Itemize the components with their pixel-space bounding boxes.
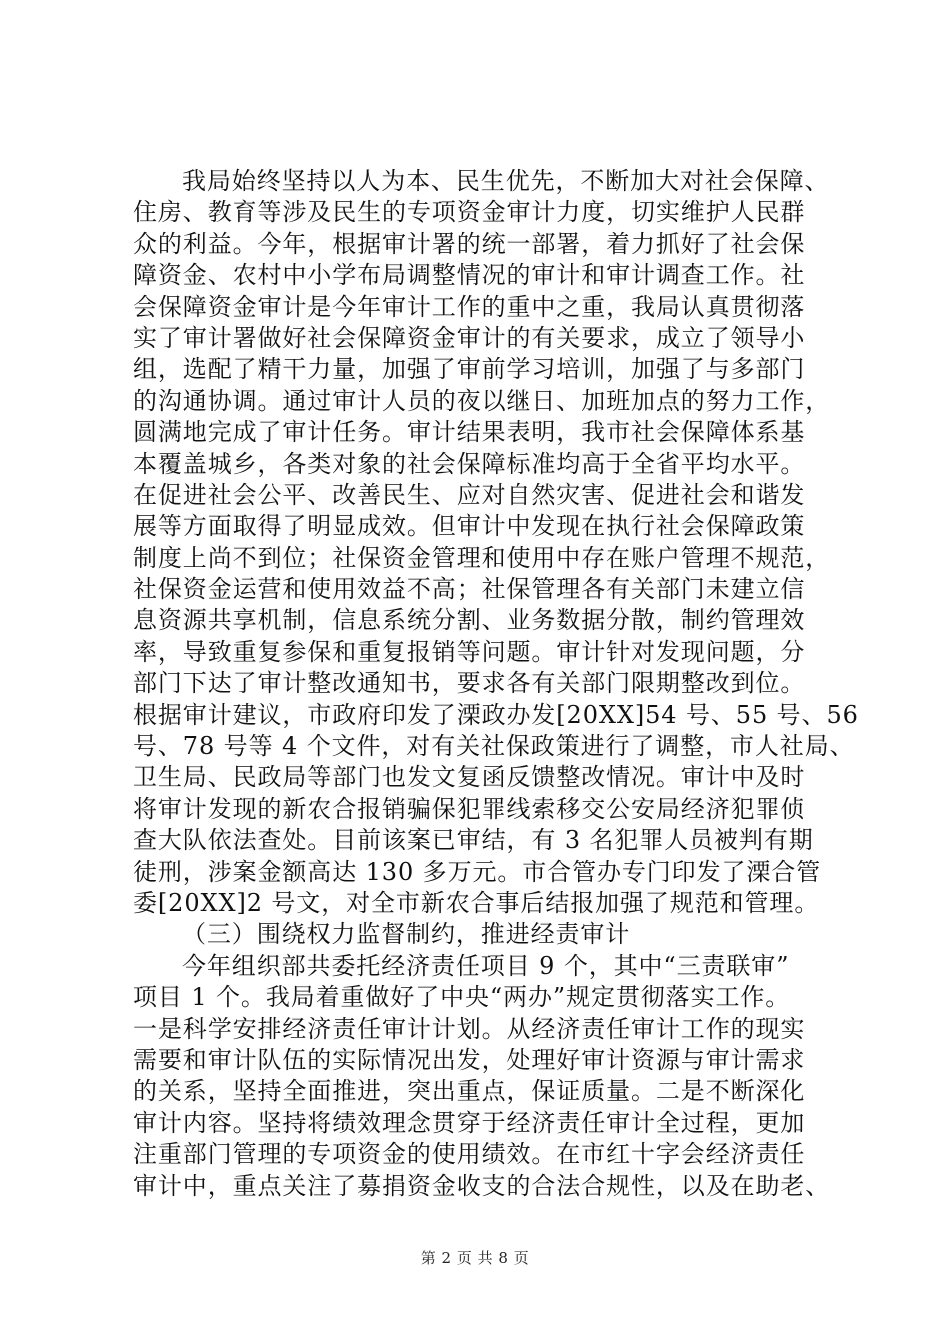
paragraph-line: 众的利益。今年，根据审计署的统一部署，着力抓好了社会保 xyxy=(133,229,806,258)
paragraph-line: 徒刑，涉案金额高达 130 多万元。市合管办专门印发了溧合管 xyxy=(133,857,822,886)
paragraph-line: 审计中，重点关注了募捐资金收支的合法合规性，以及在助老、 xyxy=(133,1171,831,1200)
paragraph-line: 率，导致重复参保和重复报销等问题。审计针对发现问题，分 xyxy=(133,637,806,666)
paragraph-line: 注重部门管理的专项资金的使用绩效。在市红十字会经济责任 xyxy=(133,1140,806,1169)
paragraph-line: 实了审计署做好社会保障资金审计的有关要求，成立了领导小 xyxy=(133,323,806,352)
paragraph-line: 审计内容。坚持将绩效理念贯穿于经济责任审计全过程，更加 xyxy=(133,1108,806,1137)
section-heading: （三）围绕权力监督制约，推进经责审计 xyxy=(182,920,631,949)
paragraph-line: 一是科学安排经济责任审计计划。从经济责任审计工作的现实 xyxy=(133,1014,806,1043)
paragraph-line: 住房、教育等涉及民生的专项资金审计力度，切实维护人民群 xyxy=(133,198,806,227)
paragraph-line: 的关系，坚持全面推进，突出重点，保证质量。二是不断深化 xyxy=(133,1077,806,1106)
document-body xyxy=(133,166,859,1202)
paragraph-line: 本覆盖城乡，各类对象的社会保障标准均高于全省平均水平。 xyxy=(133,449,806,478)
paragraph-line: 项目 1 个。我局着重做好了中央“两办”规定贯彻落实工作。 xyxy=(133,983,791,1012)
paragraph-line: 委[20XX]2 号文，对全市新农合事后结报加强了规范和管理。 xyxy=(133,888,820,917)
paragraph-line: 社保资金运营和使用效益不高；社保管理各有关部门未建立信 xyxy=(133,575,806,604)
paragraph-line: 号、78 号等 4 个文件，对有关社保政策进行了调整，市人社局、 xyxy=(133,732,855,761)
paragraph-line: 查大队依法查处。目前该案已审结，有 3 名犯罪人员被判有期 xyxy=(133,826,814,855)
page-number-footer: 第 2 页 共 8 页 xyxy=(420,1249,530,1267)
paragraph-line: 需要和审计队伍的实际情况出发，处理好审计资源与审计需求 xyxy=(133,1045,806,1074)
paragraph-line: 根据审计建议，市政府印发了溧政办发[20XX]54 号、55 号、56 xyxy=(133,700,859,729)
paragraph-line: 制度上尚不到位；社保资金管理和使用中存在账户管理不规范， xyxy=(133,543,831,572)
paragraph-line: 在促进社会公平、改善民生、应对自然灾害、促进社会和谐发 xyxy=(133,480,806,509)
paragraph-line: 我局始终坚持以人为本、民生优先，不断加大对社会保障、 xyxy=(182,167,830,195)
paragraph-line: 会保障资金审计是今年审计工作的重中之重，我局认真贯彻落 xyxy=(133,292,806,321)
paragraph-line: 将审计发现的新农合报销骗保犯罪线索移交公安局经济犯罪侦 xyxy=(133,794,806,823)
paragraph-line: 卫生局、民政局等部门也发文复函反馈整改情况。审计中及时 xyxy=(133,763,806,792)
paragraph-line: 障资金、农村中小学布局调整情况的审计和审计调查工作。社 xyxy=(133,261,806,290)
paragraph-line: 部门下达了审计整改通知书，要求各有关部门限期整改到位。 xyxy=(133,669,806,698)
paragraph-line: 的沟通协调。通过审计人员的夜以继日、加班加点的努力工作， xyxy=(133,386,831,415)
paragraph-line: 圆满地完成了审计任务。审计结果表明，我市社会保障体系基 xyxy=(133,418,806,447)
paragraph-line: 息资源共享机制，信息系统分割、业务数据分散，制约管理效 xyxy=(133,606,806,635)
paragraph-line: 组，选配了精干力量，加强了审前学习培训，加强了与多部门 xyxy=(133,355,806,384)
paragraph-line: 今年组织部共委托经济责任项目 9 个，其中“三责联审” xyxy=(182,951,790,980)
paragraph-line: 展等方面取得了明显成效。但审计中发现在执行社会保障政策 xyxy=(133,512,806,541)
